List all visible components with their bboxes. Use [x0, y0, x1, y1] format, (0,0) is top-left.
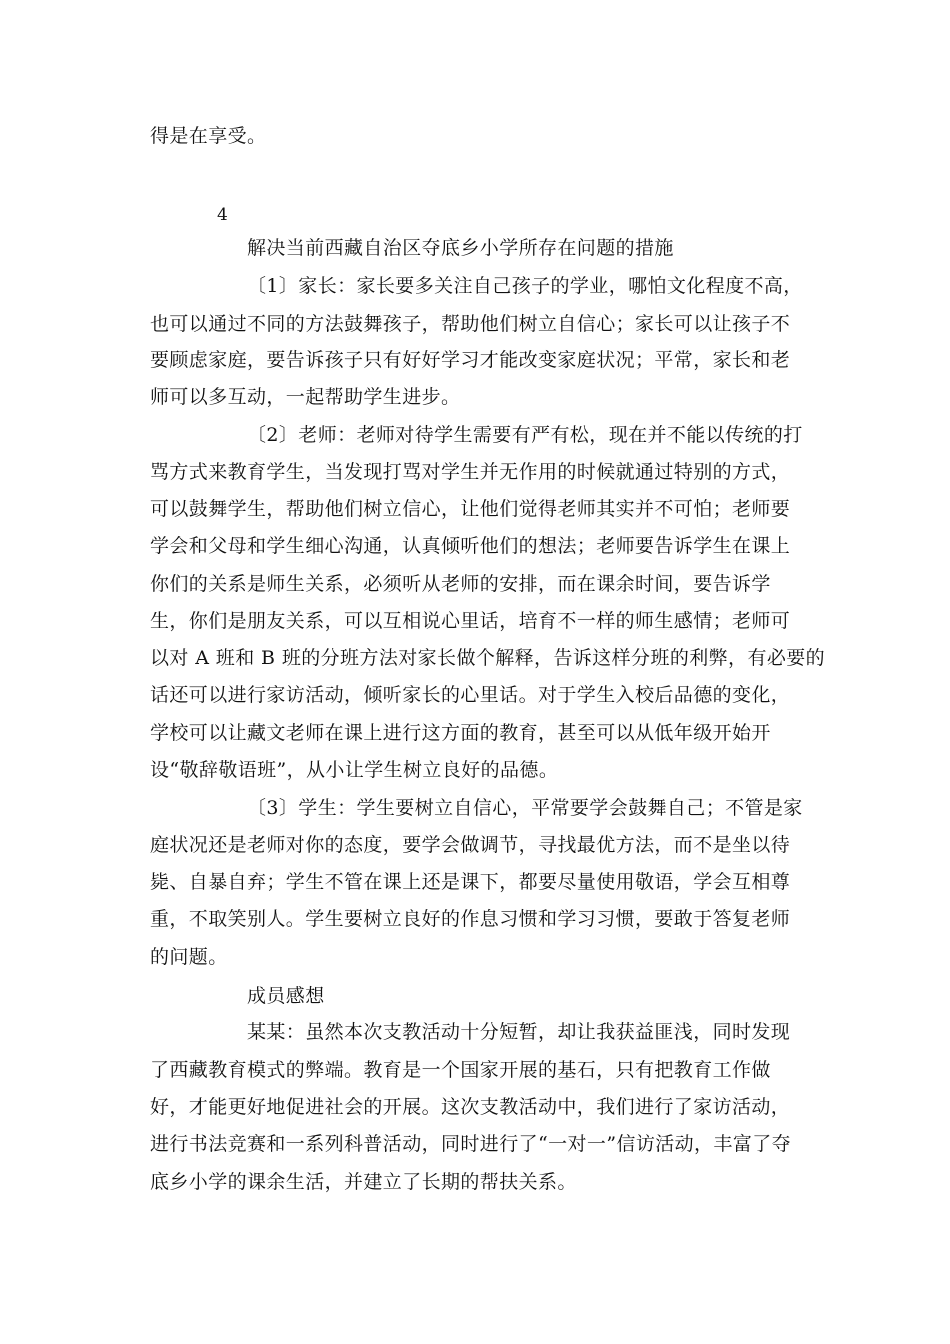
paragraph-line: 设“敬辞敬语班”，从小让学生树立良好的品德。: [150, 759, 559, 781]
paragraph-line: 〔3〕学生：学生要树立自信心，平常要学会鼓舞自己；不管是家: [247, 797, 803, 819]
paragraph-line: 了西藏教育模式的弊端。教育是一个国家开展的基石，只有把教育工作做: [150, 1059, 771, 1081]
section-heading: 解决当前西藏自治区夺底乡小学所存在问题的措施: [247, 237, 674, 259]
paragraph-line: 〔1〕家长：家长要多关注自己孩子的学业，哪怕文化程度不高，: [247, 275, 803, 297]
paragraph-line: 可以鼓舞学生，帮助他们树立信心，让他们觉得老师其实并不可怕；老师要: [150, 498, 791, 520]
paragraph-line: 某某：虽然本次支教活动十分短暂，却让我获益匪浅，同时发现: [247, 1021, 791, 1043]
paragraph-line: 话还可以进行家访活动，倾听家长的心里话。对于学生入校后品德的变化，: [150, 684, 791, 706]
paragraph-line: 也可以通过不同的方法鼓舞孩子，帮助他们树立自信心；家长可以让孩子不: [150, 313, 791, 335]
paragraph-line: 庭状况还是老师对你的态度，要学会做调节，寻找最优方法，而不是坐以待: [150, 834, 791, 856]
paragraph-line: 〔2〕老师：老师对待学生需要有严有松，现在并不能以传统的打: [247, 424, 803, 446]
paragraph-line: 毙、自暴自弃；学生不管在课上还是课下，都要尽量使用敬语，学会互相尊: [150, 871, 791, 893]
paragraph-line: 的问题。: [150, 946, 228, 968]
paragraph-line: 学校可以让藏文老师在课上进行这方面的教育，甚至可以从低年级开始开: [150, 722, 771, 744]
paragraph-line: 生，你们是朋友关系，可以互相说心里话，培育不一样的师生感情；老师可: [150, 610, 791, 632]
paragraph-line: 师可以多互动，一起帮助学生进步。: [150, 386, 461, 408]
section-number: 4: [217, 205, 229, 225]
paragraph-line: 重，不取笑别人。学生要树立良好的作息习惯和学习习惯，要敢于答复老师: [150, 908, 791, 930]
paragraph-line: 学会和父母和学生细心沟通，认真倾听他们的想法；老师要告诉学生在课上: [150, 535, 791, 557]
text-line: 得是在享受。: [150, 125, 267, 147]
paragraph-line: 进行书法竞赛和一系列科普活动，同时进行了“一对一”信访活动，丰富了夺: [150, 1133, 792, 1155]
paragraph-line: 底乡小学的课余生活，并建立了长期的帮扶关系。: [150, 1171, 577, 1193]
section-heading: 成员感想: [247, 985, 325, 1007]
paragraph-line: 你们的关系是师生关系，必须听从老师的安排，而在课余时间，要告诉学: [150, 573, 771, 595]
paragraph-line: 好，才能更好地促进社会的开展。这次支教活动中，我们进行了家访活动，: [150, 1096, 791, 1118]
paragraph-line: 要顾虑家庭，要告诉孩子只有好好学习才能改变家庭状况；平常，家长和老: [150, 349, 791, 371]
paragraph-line: 以对 A 班和 B 班的分班方法对家长做个解释，告诉这样分班的利弊，有必要的: [150, 647, 826, 669]
paragraph-line: 骂方式来教育学生，当发现打骂对学生并无作用的时候就通过特别的方式，: [150, 461, 791, 483]
